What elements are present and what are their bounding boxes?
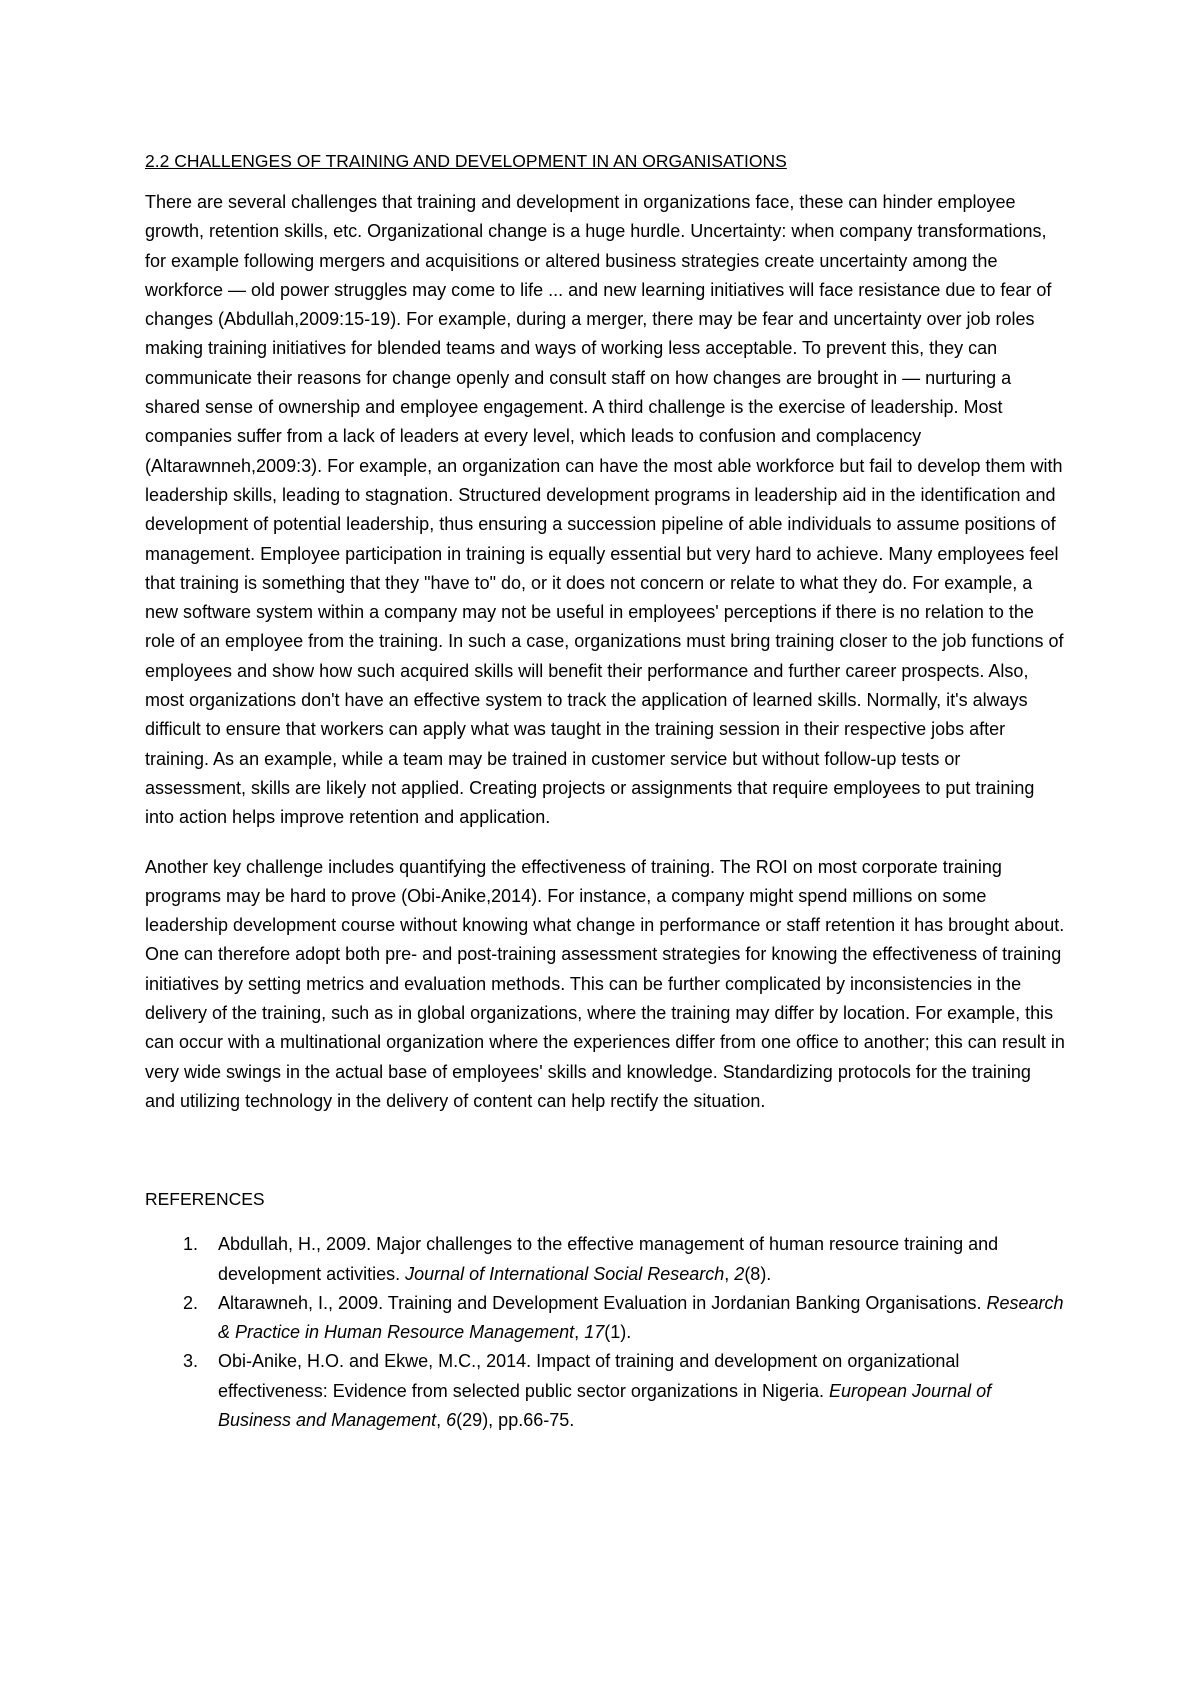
body-paragraph-2: Another key challenge includes quantifying the effectiveness of training. The ROI on most corporate training programs may be hard to prove (Obi-Anike,2014). For instance, a company might spend millions on some leadership development course without knowing what change in performance or staff retention it has brought about. One can therefore adopt both pre- and post-training assessment strategies for knowing the effectiveness of training initiatives by setting metrics and evaluation methods. This can be further complicated by inconsistencies in the delivery of the training, such as in global organizations, where the training may differ by location. For example, this can occur with a multinational organization where the experiences differ from one office to another; this can result in very wide swings in the actual base of employees' skills and knowledge. Standardizing protocols for the training and utilizing technology in the delivery of content can help rectify the situation. [145, 856, 1065, 1111]
reference-text: Abdullah, H., 2009. Major challenges to the effective management of human resource training and development activities. [218, 1234, 999, 1284]
reference-item [145, 1347, 1065, 1435]
references-list [145, 1230, 1065, 1435]
reference-issue: (1). [604, 1322, 632, 1343]
reference-issue: (8). [744, 1263, 772, 1284]
reference-issue: (29), pp.66-75. [456, 1409, 575, 1430]
body-paragraph-1: There are several challenges that training and development in organizations face, these can hinder employee growth, retention skills, etc. Organizational change is a huge hurdle. Uncertainty: when company transformations, for example following mergers and acquisitions or altered business strategies create uncertainty among the workforce — old power struggles may come to life ... and new learning initiatives will face resistance due to fear of changes (Abdullah,2009:15-19). For example, during a merger, there may be fear and uncertainty over job roles making training initiatives for blended teams and ways of working less acceptable. To prevent this, they can communicate their reasons for change openly and consult staff on how changes are brought in — nurturing a shared sense of ownership and employee engagement. A third challenge is the exercise of leadership. Most companies suffer from a lack of leaders at every level, which leads to confusion and complacency (Altarawnneh,2009:3). For example, an organization can have the most able workforce but fail to develop them with leadership skills, leading to stagnation. Structured development programs in leadership aid in the identification and development of potential leadership, thus ensuring a succession pipeline of able individuals to assume positions of management. Employee participation in training is equally essential but very hard to achieve. Many employees feel that training is something that they "have to" do, or it does not concern or relate to what they do. For example, a new software system within a company may not be useful in employees' perceptions if there is no relation to the role of an employee from the training. In such a case, organizations must bring training closer to the job functions of employees and show how such acquired skills will benefit their performance and further career prospects. Also, most organizations don't have an effective system to track the application of learned skills. Normally, it's always difficult to ensure that workers can apply what was taught in the training session in their respective jobs after training. As an example, while a team may be trained in customer service but without follow-up tests or assessment, skills are likely not applied. Creating projects or assignments that require employees to put training into action helps improve retention and application. [145, 192, 1064, 828]
reference-text: Altarawneh, I., 2009. Training and Development Evaluation in Jordanian Banking Organisations. [218, 1292, 987, 1313]
reference-volume: 6 [446, 1409, 457, 1430]
reference-volume: 17 [584, 1322, 605, 1343]
reference-separator: , [724, 1263, 735, 1284]
reference-journal: Journal of International Social Research [405, 1263, 725, 1284]
reference-item [145, 1230, 1065, 1289]
reference-number: 3. [183, 1351, 199, 1372]
reference-number: 2. [183, 1292, 199, 1313]
reference-journal: Research & Practice in Human Resource Management [218, 1292, 1064, 1343]
reference-separator: , [436, 1409, 447, 1430]
section-heading: 2.2 CHALLENGES OF TRAINING AND DEVELOPMENT IN AN ORGANISATIONS [145, 151, 787, 171]
reference-volume: 2 [734, 1263, 745, 1284]
reference-separator: , [574, 1322, 585, 1343]
reference-text: Obi-Anike, H.O. and Ekwe, M.C., 2014. Impact of training and development on organizational effectiveness: Evidence from selected public sector organizations in Nigeria. [218, 1351, 960, 1401]
references-heading: REFERENCES [145, 1189, 265, 1210]
document-page [145, 150, 1065, 1435]
reference-number: 1. [183, 1234, 199, 1255]
reference-item [145, 1289, 1065, 1348]
reference-journal: European Journal of Business and Management [218, 1380, 992, 1430]
